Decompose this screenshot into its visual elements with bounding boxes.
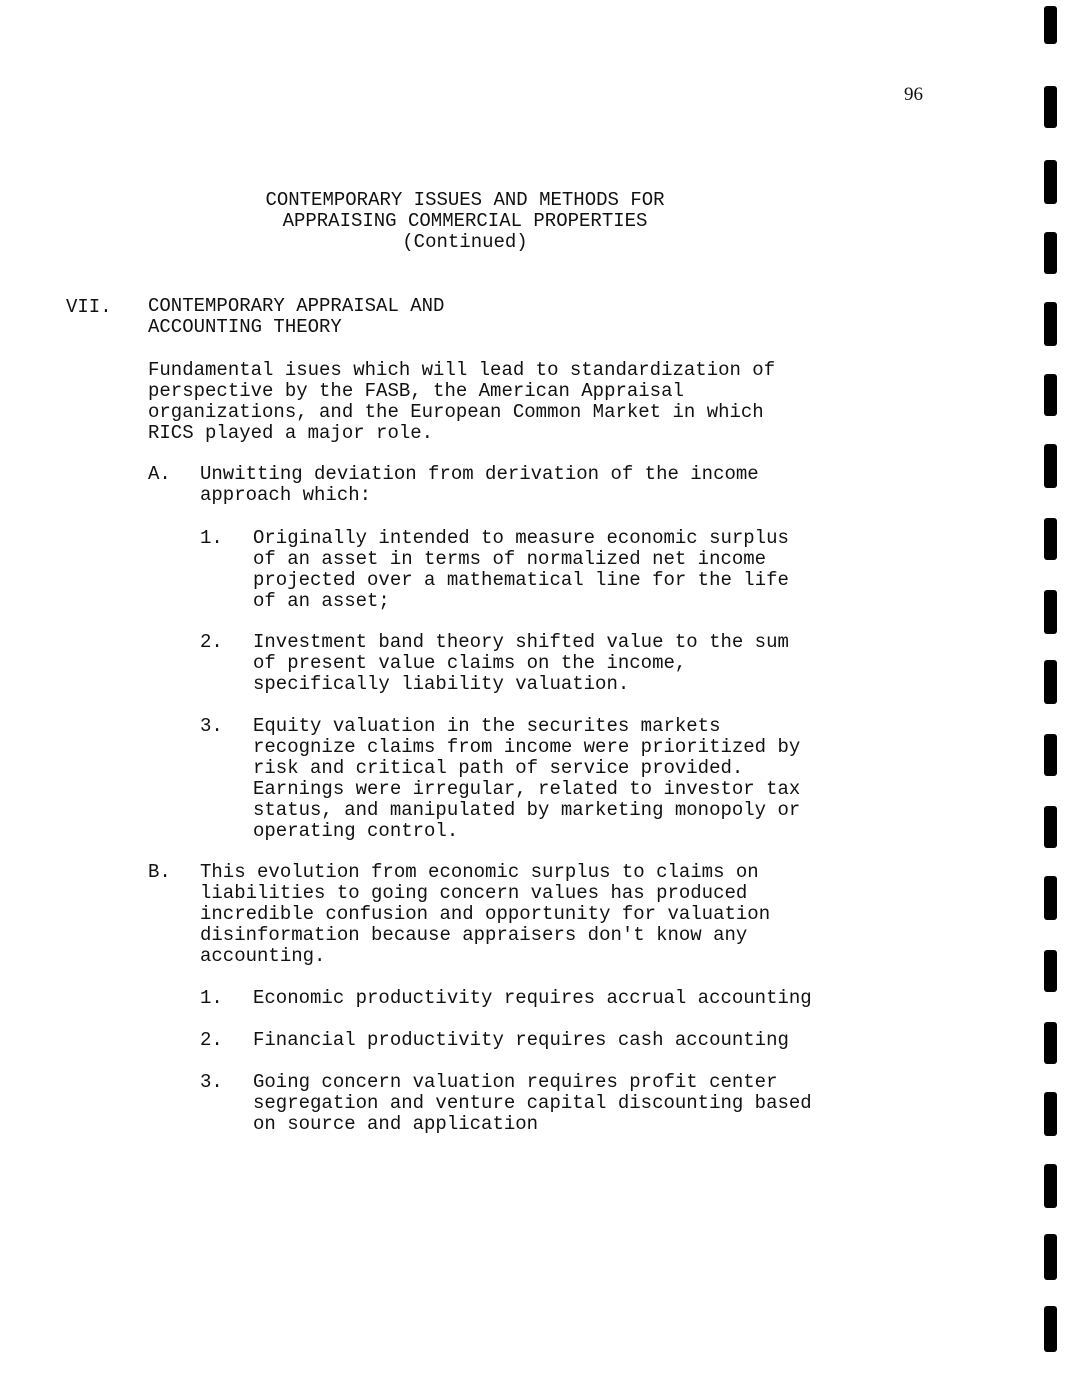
- title-line: APPRAISING COMMERCIAL PROPERTIES: [282, 210, 648, 232]
- scan-edge-mark: [1044, 1022, 1057, 1064]
- point-b-item-3-text: [253, 1072, 812, 1135]
- section-heading-line: ACCOUNTING THEORY: [148, 316, 342, 338]
- text-line: disinformation because appraisers don't know any: [200, 924, 748, 946]
- text-line: recognize claims from income were prioritized by: [253, 736, 801, 758]
- point-a-item-2-marker: 2.: [200, 631, 223, 653]
- scan-edge-mark: [1044, 660, 1057, 704]
- scan-edge-mark: [1044, 1234, 1057, 1280]
- text-line: of present value claims on the income,: [253, 652, 687, 674]
- text-line: operating control.: [253, 820, 459, 842]
- text-line: Fundamental isues which will lead to standardization of: [148, 359, 776, 381]
- point-a-marker: A.: [148, 463, 171, 485]
- scan-edge-mark: [1044, 160, 1057, 204]
- text-line: Originally intended to measure economic surplus: [253, 527, 789, 549]
- scan-edge-mark: [1044, 302, 1057, 346]
- point-a-item-2-text: [253, 632, 789, 695]
- text-line: liabilities to going concern values has produced: [200, 882, 748, 904]
- point-b-marker: B.: [148, 861, 171, 883]
- scan-edge-marks: [1038, 0, 1072, 1380]
- scan-edge-mark: [1044, 518, 1057, 560]
- point-a-item-1-text: [253, 528, 789, 612]
- page-title: [200, 190, 730, 253]
- section-heading: [148, 296, 444, 338]
- point-a-text: [200, 464, 759, 506]
- scan-edge-mark: [1044, 1164, 1057, 1208]
- scan-edge-mark: [1044, 1092, 1057, 1136]
- point-a-item-3-text: [253, 716, 800, 842]
- intro-paragraph: [148, 360, 775, 444]
- text-line: segregation and venture capital discounting based: [253, 1092, 812, 1114]
- scan-edge-mark: [1044, 232, 1057, 274]
- text-line: incredible confusion and opportunity for valuation: [200, 903, 771, 925]
- scan-edge-mark: [1044, 876, 1057, 920]
- text-line: Financial productivity requires cash accounting: [253, 1029, 789, 1051]
- scan-edge-mark: [1044, 444, 1057, 488]
- scan-edge-mark: [1044, 950, 1057, 992]
- text-line: Economic productivity requires accrual accounting: [253, 987, 812, 1009]
- text-line: organizations, and the European Common Market in which: [148, 401, 764, 423]
- text-line: RICS played a major role.: [148, 422, 434, 444]
- text-line: risk and critical path of service provided.: [253, 757, 744, 779]
- text-line: Earnings were irregular, related to investor tax: [253, 778, 801, 800]
- title-line: CONTEMPORARY ISSUES AND METHODS FOR: [265, 189, 665, 211]
- text-line: projected over a mathematical line for the life: [253, 569, 789, 591]
- point-b-item-2-marker: 2.: [200, 1029, 223, 1051]
- text-line: approach which:: [200, 484, 372, 506]
- scan-edge-mark: [1044, 806, 1057, 848]
- section-heading-line: CONTEMPORARY APPRAISAL AND: [148, 295, 445, 317]
- point-b-item-1-marker: 1.: [200, 987, 223, 1009]
- text-line: accounting.: [200, 945, 326, 967]
- scan-edge-mark: [1044, 6, 1057, 44]
- text-line: perspective by the FASB, the American Appraisal: [148, 380, 684, 402]
- scan-edge-mark: [1044, 374, 1057, 416]
- text-line: specifically liability valuation.: [253, 673, 630, 695]
- text-line: of an asset in terms of normalized net income: [253, 548, 767, 570]
- text-line: Unwitting deviation from derivation of the income: [200, 463, 759, 485]
- text-line: status, and manipulated by marketing monopoly or: [253, 799, 801, 821]
- text-line: Investment band theory shifted value to the sum: [253, 631, 789, 653]
- point-a-item-1-marker: 1.: [200, 527, 223, 549]
- text-line: Going concern valuation requires profit center: [253, 1071, 778, 1093]
- point-b-item-2-text: [253, 1030, 789, 1051]
- point-b-item-3-marker: 3.: [200, 1071, 223, 1093]
- text-line: Equity valuation in the securites markets: [253, 715, 721, 737]
- page-number: 96: [904, 84, 923, 105]
- point-b-text: [200, 862, 770, 967]
- section-number: VII.: [66, 296, 112, 318]
- scan-edge-mark: [1044, 734, 1057, 776]
- scan-edge-mark: [1044, 86, 1057, 128]
- scan-edge-mark: [1044, 1306, 1057, 1352]
- title-line: (Continued): [402, 231, 528, 253]
- point-a-item-3-marker: 3.: [200, 715, 223, 737]
- text-line: on source and application: [253, 1113, 539, 1135]
- text-line: This evolution from economic surplus to claims on: [200, 861, 759, 883]
- point-b-item-1-text: [253, 988, 812, 1009]
- text-line: of an asset;: [253, 590, 390, 612]
- scan-edge-mark: [1044, 590, 1057, 634]
